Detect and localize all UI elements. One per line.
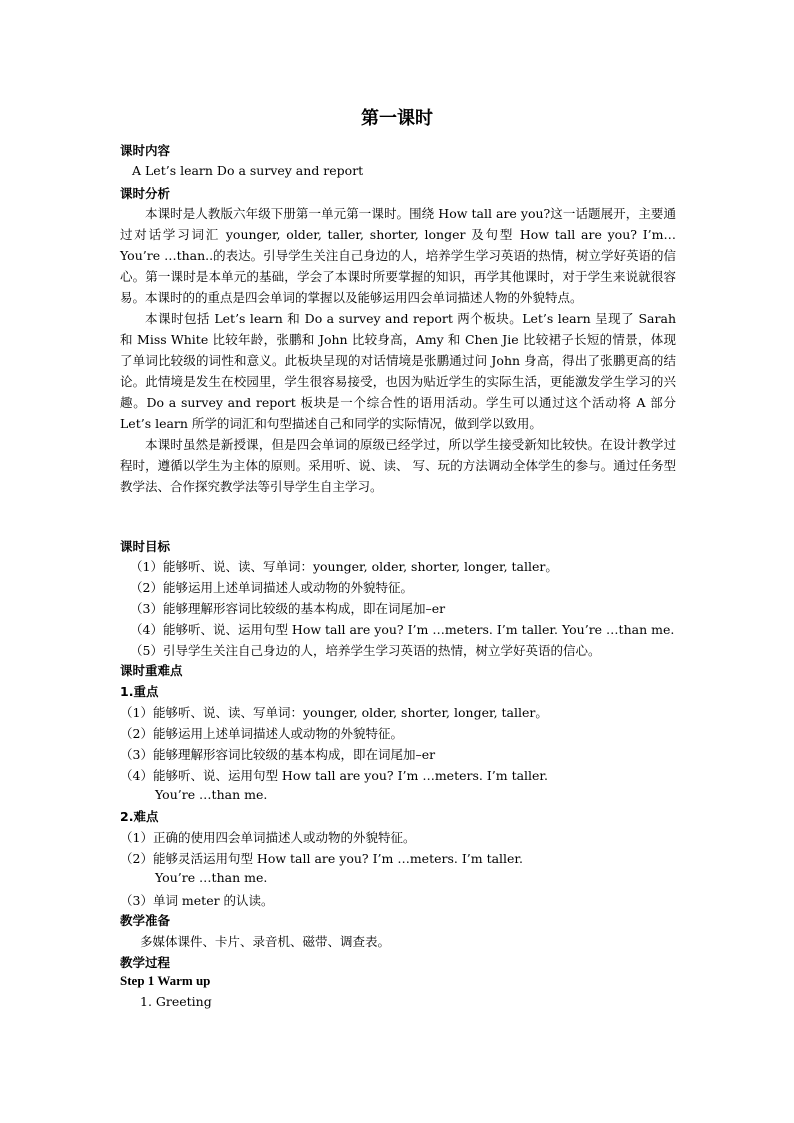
goal-item-5: （5）引导学生关注自己身边的人，培养学生学习英语的热情，树立学好英语的信心。	[130, 643, 601, 658]
page-title: 第一课时	[361, 108, 433, 129]
subheading-key-points: 1.重点	[120, 684, 159, 699]
key-item-3: （3）能够理解形容词比较级的基本构成，即在词尾加–er	[120, 747, 436, 762]
heading-lesson-content: 课时内容	[120, 143, 171, 158]
analysis-paragraph-3: 本课时虽然是新授课，但是四会单词的原级已经学过，所以学生接受新知比较快。在设计教学过程时，遵循以学生为主体的原则。采用听、说、读、 写、玩的方法调动全体学生的参与。通过任务型教学法、合作探究教学法等引导学生自主学习。	[120, 437, 676, 494]
key-item-4: （4）能够听、说、运用句型 How tall are you? I’m …meters. I’m taller.	[120, 768, 549, 783]
key-item-2: （2）能够运用上述单词描述人或动物的外貌特征。	[120, 726, 403, 741]
step-1-heading: Step 1 Warm up	[120, 973, 211, 988]
heading-teaching-process: 教学过程	[120, 955, 171, 970]
subheading-difficult-points: 2.难点	[120, 809, 159, 824]
step-1-item-greeting: 1. Greeting	[140, 994, 212, 1009]
heading-lesson-goals: 课时目标	[120, 539, 171, 554]
teaching-prep-text: 多媒体课件、卡片、录音机、磁带、调查表。	[140, 934, 391, 949]
difficult-item-3: （3）单词 meter 的认读。	[120, 893, 274, 908]
analysis-paragraph-1: 本课时是人教版六年级下册第一单元第一课时。围绕 How tall are you?这一话题展开，主要通过对话学习词汇 younger, older, taller, shorter, longer 及句型 How tall are you? I’m…You’re …than..的表达。引导学生关注自己身边的人，培养学生学习英语的热情，树立学好英语的信心。第一课时是本单元的基础，学会了本课时所要掌握的知识，再学其他课时，对于学生来说就很容易。本课时的的重点是四会单词的掌握以及能够运用四会单词描述人物的外貌特点。	[120, 206, 676, 305]
analysis-paragraph-2: 本课时包括 Let’s learn 和 Do a survey and report 两个板块。Let’s learn 呈现了 Sarah 和 Miss White 比较年龄，张鹏和 John 比较身高，Amy 和 Chen Jie 比较裙子长短的情景，体现了单词比较级的词性和意义。此板块呈现的对话情境是张鹏通过问 John 身高，得出了张鹏更高的结论。此情境是发生在校园里，学生很容易接受，也因为贴近学生的实际生活，更能激发学生学习的兴趣。Do a survey and report 板块是一个综合性的语用活动。学生可以通过这个活动将 A 部分 Let’s learn 所学的词汇和句型描述自己和同学的实际情况，做到学以致用。	[120, 311, 676, 431]
key-item-4-continued: You’re …than me.	[155, 787, 268, 802]
goal-item-4: （4）能够听、说、运用句型 How tall are you? I’m …meters. I’m taller. You’re …than me.	[130, 622, 675, 637]
difficult-item-1: （1）正确的使用四会单词描述人或动物的外貌特征。	[120, 830, 416, 845]
heading-key-difficult: 课时重难点	[120, 663, 183, 678]
difficult-item-2: （2）能够灵活运用句型 How tall are you? I’m …meters. I’m taller.	[120, 851, 524, 866]
heading-lesson-analysis: 课时分析	[120, 186, 171, 201]
heading-teaching-prep: 教学准备	[120, 913, 171, 928]
analysis-section	[120, 203, 676, 497]
key-item-1: （1）能够听、说、读、写单词：younger, older, shorter, longer, taller。	[120, 705, 548, 720]
lesson-content-line: A Let’s learn Do a survey and report	[132, 163, 364, 178]
goal-item-1: （1）能够听、说、读、写单词：younger, older, shorter, longer, taller。	[130, 559, 558, 574]
goal-item-3: （3）能够理解形容词比较级的基本构成，即在词尾加–er	[130, 601, 446, 616]
goal-item-2: （2）能够运用上述单词描述人或动物的外貌特征。	[130, 580, 413, 595]
difficult-item-2-continued: You’re …than me.	[155, 870, 268, 885]
